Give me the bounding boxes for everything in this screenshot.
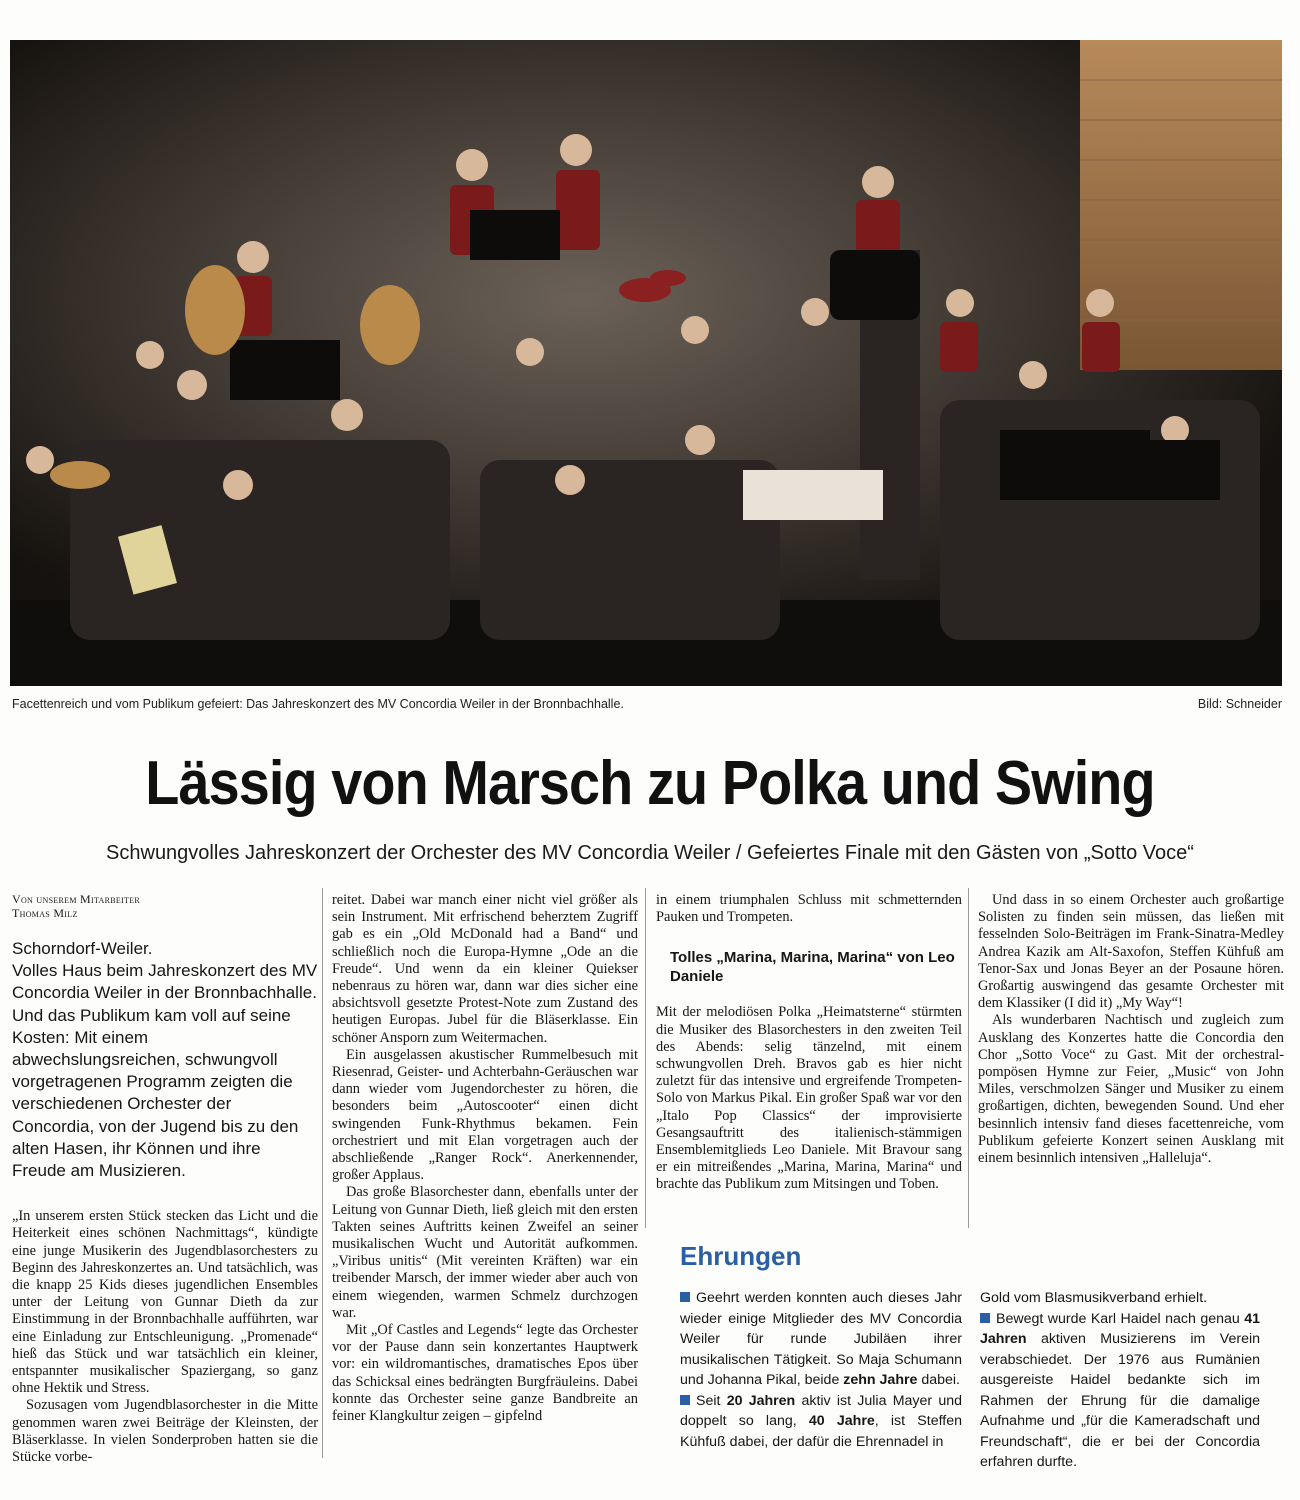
honors-text: dabei. bbox=[917, 1372, 961, 1388]
body-paragraph: Mit „Of Castles and Legends“ legte das Orchester vor der Pause dann sein konzertantes Hauptwerk vor: ein wildromantisches, dramatisches Epos über das Schicksal eines bedrängten Burgfräuleins. Dabei konnte das Orchester seine ganze Bandbreite an feiner Klangkultur zeigen – gipfelnd bbox=[332, 1322, 638, 1425]
body-paragraph: Als wunderbaren Nachtisch und zugleich zum Ausklang des Konzertes hatte die Concordia den Chor „Sotto Voce“ zu Gast. Mit der orchestral-pompösen Hymne zur Feier, „Music“ von John Miles, verschmolzen Sänger und Musiker zu einem großartigen, dichten, bewegenden Sound. Und eher besinnlich intensiv fand dieses facettenreiche, vom Publikum gefeierte Konzert seinen Ausklang mit einem besinnlich intensiven „Halleluja“. bbox=[978, 1012, 1284, 1167]
honors-text: Bewegt wurde Karl Haidel nach genau bbox=[996, 1310, 1245, 1327]
honors-column-2 bbox=[980, 1288, 1260, 1473]
article-column-3 bbox=[656, 892, 962, 1194]
subheadline: Schwungvolles Jahreskonzert der Orchester des MV Concordia Weiler / Gefeiertes Finale mit den Gästen von „Sotto Voce“ bbox=[106, 842, 1194, 864]
headline: Lässig von Marsch zu Polka und Swing bbox=[145, 749, 1155, 818]
body-paragraph: in einem triumphalen Schluss mit schmetternden Pauken und Trompeten. bbox=[656, 892, 962, 926]
column-divider bbox=[968, 888, 969, 1228]
honors-text: aktiv ist Julia Mayer und doppelt so lang, bbox=[680, 1392, 963, 1429]
honors-text: Geehrt werden konnten auch dieses Jahr wieder einige Mitglieder des MV Concordia Weiler für runde Jubiläen ihrer musikalischen Tätigkeit. So Maja Schumann und Johanna Pikal, beide bbox=[680, 1290, 962, 1388]
article-column-1 bbox=[12, 892, 318, 1466]
honors-highlight: 41 Jahren bbox=[980, 1310, 1260, 1347]
honors-highlight: 40 Jahre bbox=[808, 1413, 875, 1429]
honors-paragraph: Gold vom Blasmusikverband erhielt. bbox=[980, 1290, 1208, 1306]
body-paragraph: Das große Blasorchester dann, ebenfalls unter der Leitung von Gunnar Dieth, ließ gleich mit den ersten Takten seines Auftritts keinen Zweifel an seiner musikalischen Wucht und Autorität aufkommen. „Viribus unitis“ (Mit vereinten Kräften) war ein treibender Marsch, der immer wieder aber auch von einem wiegenden, warmen Schmelz durchzogen war. bbox=[332, 1184, 638, 1321]
honors-title: Ehrungen bbox=[680, 1241, 802, 1271]
honors-text: aktiven Musizierens im Verein verabschiedet. Der 1976 aus Rumänien ausgereiste Haidel bedankte sich im Rahmen der Ehrung für die damalige Aufnahme und „für die Kameradschaft und Freundschaft“, die er bei der Concordia erfahren durfte. bbox=[980, 1331, 1260, 1470]
body-paragraph: reitet. Dabei war manch einer nicht viel größer als sein Instrument. Mit erfrischend beherztem Zugriff gab es ein „Old McDonald had a Band“ und schließlich noch die Europa-Hymne „Ode an die Freude“. Und wenn da ein kleiner Quiekser nebenraus zu hören war, dann war dies sicher eine absichtsvoll gesetzte Protest-Note zum Zustand des heutigen Europas. Jubel für die Bläserklasse. Ein schöner Ansporn zum Weitermachen. bbox=[332, 892, 638, 1046]
photo-caption-row bbox=[12, 697, 1282, 711]
column-divider bbox=[322, 888, 323, 1458]
honors-paragraph bbox=[980, 1309, 1260, 1473]
square-bullet-icon bbox=[680, 1395, 690, 1405]
byline bbox=[12, 892, 318, 920]
column-divider bbox=[645, 888, 646, 1228]
honors-column-1 bbox=[680, 1288, 962, 1452]
byline-line1: Von unserem Mitarbeiter bbox=[12, 892, 141, 906]
honors-text: Seit bbox=[696, 1392, 727, 1409]
body-paragraph: Mit der melodiösen Polka „Heimatsterne“ stürmten die Musiker des Blasorchesters in den zweiten Teil des Abends: selig tänzelnd, mit einem schwungvollen Dreh. Bravos gab es hier nicht zuletzt für das intensive und ergreifende Trompeten-Solo von Markus Pikal. Ein großer Spaß war vor den „Italo Pop Classics“ der improvisierte Gesangsauftritt des italienisch-stämmigen Ensemblemitglieds Leo Daniele. Mit Bravour sang er ein mitreißendes „Marina, Marina, Marina“ und brachte das Publikum zum Mitsingen und Toben. bbox=[656, 1004, 962, 1193]
section-subtitle: Tolles „Marina, Marina, Marina“ von Leo Daniele bbox=[670, 949, 955, 986]
body-paragraph: Sozusagen vom Jugendblasorchester in die Mitte genommen waren zwei Beiträge der Kleinsten, der Bläserklasse. In vielen Sonderproben hatten sie die Stücke vorbe- bbox=[12, 1397, 318, 1466]
body-paragraph: Ein ausgelassen akustischer Rummelbesuch mit Riesenrad, Geister- und Achterbahn-Geräuschen war dann wieder vom Jugendorchester zu hören, die besonders beim „Autoscooter“ einen dicht swingenden Funk-Rhythmus bekamen. Fein orchestriert und mit Elan vorgetragen auch der abschließende „Ranger Rock“. Anerkennender, großer Applaus. bbox=[332, 1046, 638, 1184]
photo-caption: Facettenreich und vom Publikum gefeiert: Das Jahreskonzert des MV Concordia Weiler in der Bronnbachhalle. bbox=[12, 697, 624, 711]
square-bullet-icon bbox=[980, 1313, 990, 1323]
square-bullet-icon bbox=[680, 1292, 690, 1302]
honors-text: , ist Steffen Kühfuß dabei, der dafür die Ehrennadel in bbox=[680, 1413, 962, 1450]
honors-paragraph bbox=[680, 1391, 962, 1453]
article-column-2 bbox=[332, 892, 638, 1425]
body-paragraph: „In unserem ersten Stück stecken das Licht und die Heiterkeit eines schönen Nachmittags“, kündigte eine junge Musikerin des Jugendblasorchesters zu Beginn des Jahreskonzertes an. Und tatsächlich, was die knapp 25 Kids dieses jugendlichen Ensembles unter der Leitung von Gunnar Dieth da zur Einstimmung in der Bronnbachhalle aufführten, war eine Einladung zur Entschleunigung. „Promenade“ hieß das Stück und war tatsächlich ein kleiner, entspannter musikalischer Spaziergang, so ganz ohne Hektik und Stress. bbox=[12, 1208, 318, 1397]
concert-photo bbox=[10, 40, 1282, 686]
honors-paragraph bbox=[680, 1288, 962, 1391]
honors-highlight: zehn Jahre bbox=[843, 1372, 918, 1388]
photo-credit: Bild: Schneider bbox=[1197, 697, 1282, 711]
byline-author: Thomas Milz bbox=[12, 906, 78, 920]
orchestra-photo-illustration bbox=[10, 40, 1282, 686]
lead-paragraph: Schorndorf-Weiler. Volles Haus beim Jahreskonzert des MV Concordia Weiler in der Bronnbachhalle. Und das Publikum kam voll auf seine Kosten: Mit einem abwechslungsreichen, schwungvoll vorgetragenen Programm zeigten die verschiedenen Orchester der Concordia, von der Jugend bis zu den alten Hasen, ihr Können und ihre Freude am Musizieren. bbox=[12, 939, 318, 1181]
body-paragraph: Und dass in so einem Orchester auch großartige Solisten zu finden sein müssen, das ließen mit fesselnden Solo-Beiträgen im Frank-Sinatra-Medley Andrea Kazik am Alt-Saxofon, Steffen Kühfuß am Tenor-Sax und Jonas Beyer an der Posaune hören. Großartig auswingend das gesamte Orchester mit dem Klassiker (I did it) „My Way“! bbox=[978, 892, 1284, 1012]
honors-highlight: 20 Jahren bbox=[726, 1392, 796, 1409]
article-column-4 bbox=[978, 892, 1284, 1167]
